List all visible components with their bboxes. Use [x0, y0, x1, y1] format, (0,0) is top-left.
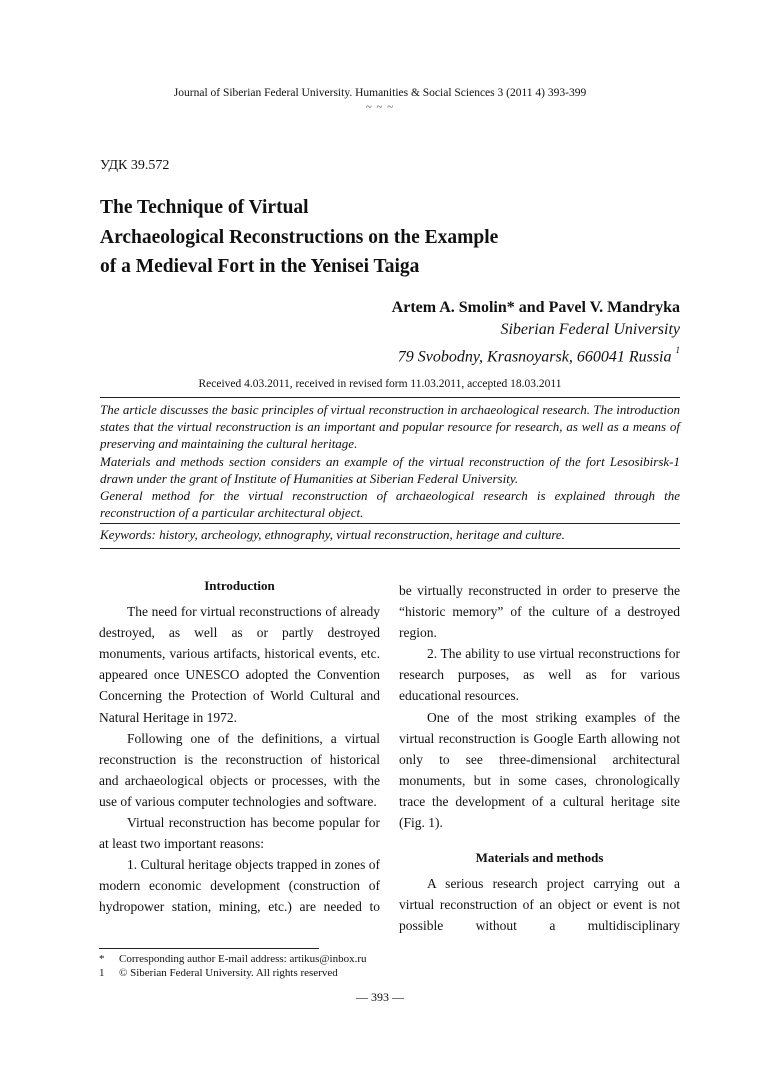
body-paragraph: A serious research project carrying out a virtual reconstruction of an object or event is not possible without a multidisciplinary	[399, 876, 680, 934]
section-heading-materials-methods: Materials and methods	[475, 850, 604, 866]
body-paragraph: Following one of the definitions, a virtual reconstruction is the reconstruction of historical and archaeological objects or processes, with the use of various computer technologies and software.	[99, 730, 380, 809]
footnote-mark: *	[99, 953, 105, 965]
body-paragraph: 1. Cultural heritage objects trapped in zones of modern economic development (construction of hydropower station, mining, etc.) are needed to	[99, 857, 380, 915]
author-names: Artem A. Smolin* and Pavel V. Mandryka	[391, 299, 680, 316]
abstract-paragraph: General method for the virtual reconstruction of archaeological research is explained through the reconstruction of a particular architectural object.	[100, 488, 680, 521]
footnote	[99, 952, 367, 966]
abstract-paragraph: The article discusses the basic principles of virtual reconstruction in archaeological research. The introduction states that the virtual reconstruction is an important and popular resource for research, as well as a means of preserving and maintaining the cultural heritage.	[100, 402, 680, 452]
article-title	[100, 193, 498, 282]
address-footnote-mark: 1	[675, 345, 680, 355]
section-heading-introduction: Introduction	[204, 578, 275, 593]
author-block	[392, 297, 680, 368]
footnote-text: © Siberian Federal University. All rights reserved	[119, 967, 338, 979]
journal-header: Journal of Siberian Federal University. Humanities & Social Sciences 3 (2011 4) 393-399	[173, 87, 587, 99]
title-line: The Technique of Virtual	[100, 197, 309, 218]
keywords-top-rule	[100, 523, 680, 524]
footnote-mark: 1	[99, 967, 105, 979]
title-line: Archaeological Reconstructions on the Example	[100, 226, 499, 248]
author-affiliation: Siberian Federal University	[500, 321, 680, 338]
keywords-bottom-rule	[100, 548, 680, 549]
abstract-top-rule	[100, 397, 680, 398]
received-dates: Received 4.03.2011, received in revised form 11.03.2011, accepted 18.03.2011	[198, 378, 562, 390]
header-separator: ~ ~ ~	[365, 101, 395, 113]
footnote	[99, 966, 338, 980]
body-paragraph: be virtually reconstructed in order to preserve the “historic memory” of the culture of a destroyed region.	[399, 583, 680, 641]
keywords: Keywords: history, archeology, ethnography, virtual reconstruction, heritage and culture.	[100, 527, 565, 542]
address-text: 79 Svobodny, Krasnoyarsk, 660041 Russia	[397, 348, 672, 366]
footnote-rule	[99, 948, 319, 949]
page-number: — 393 —	[356, 990, 404, 1004]
author-address	[392, 341, 680, 368]
body-paragraph: One of the most striking examples of the virtual reconstruction is Google Earth allowing not only to see three-dimensional architectural monuments, but in some cases, chronologically trace the development of a cultural heritage site (Fig. 1).	[399, 709, 680, 831]
abstract-paragraph: Materials and methods section considers an example of the virtual reconstruction of the fort Lesosibirsk-1 drawn under the grant of Institute of Humanities at Siberian Federal University.	[100, 453, 680, 486]
body-paragraph: The need for virtual reconstructions of already destroyed, as well as or partly destroyed monuments, various artifacts, historical events, etc. appeared once UNESCO adopted the Convention Concerning the Protection of World Cultural and Natural Heritage in 1972.	[99, 604, 380, 725]
body-paragraph: Virtual reconstruction has become popular for at least two important reasons:	[99, 815, 380, 852]
title-line: of a Medieval Fort in the Yenisei Taiga	[100, 256, 420, 277]
abstract	[100, 401, 680, 521]
udk-code: УДК 39.572	[100, 158, 170, 173]
footnote-text: Corresponding author E-mail address: artikus@inbox.ru	[119, 953, 367, 965]
body-column-right	[399, 580, 680, 937]
body-paragraph: 2. The ability to use virtual reconstructions for research purposes, as well as for various educational resources.	[399, 646, 680, 704]
body-column-left	[99, 575, 380, 918]
